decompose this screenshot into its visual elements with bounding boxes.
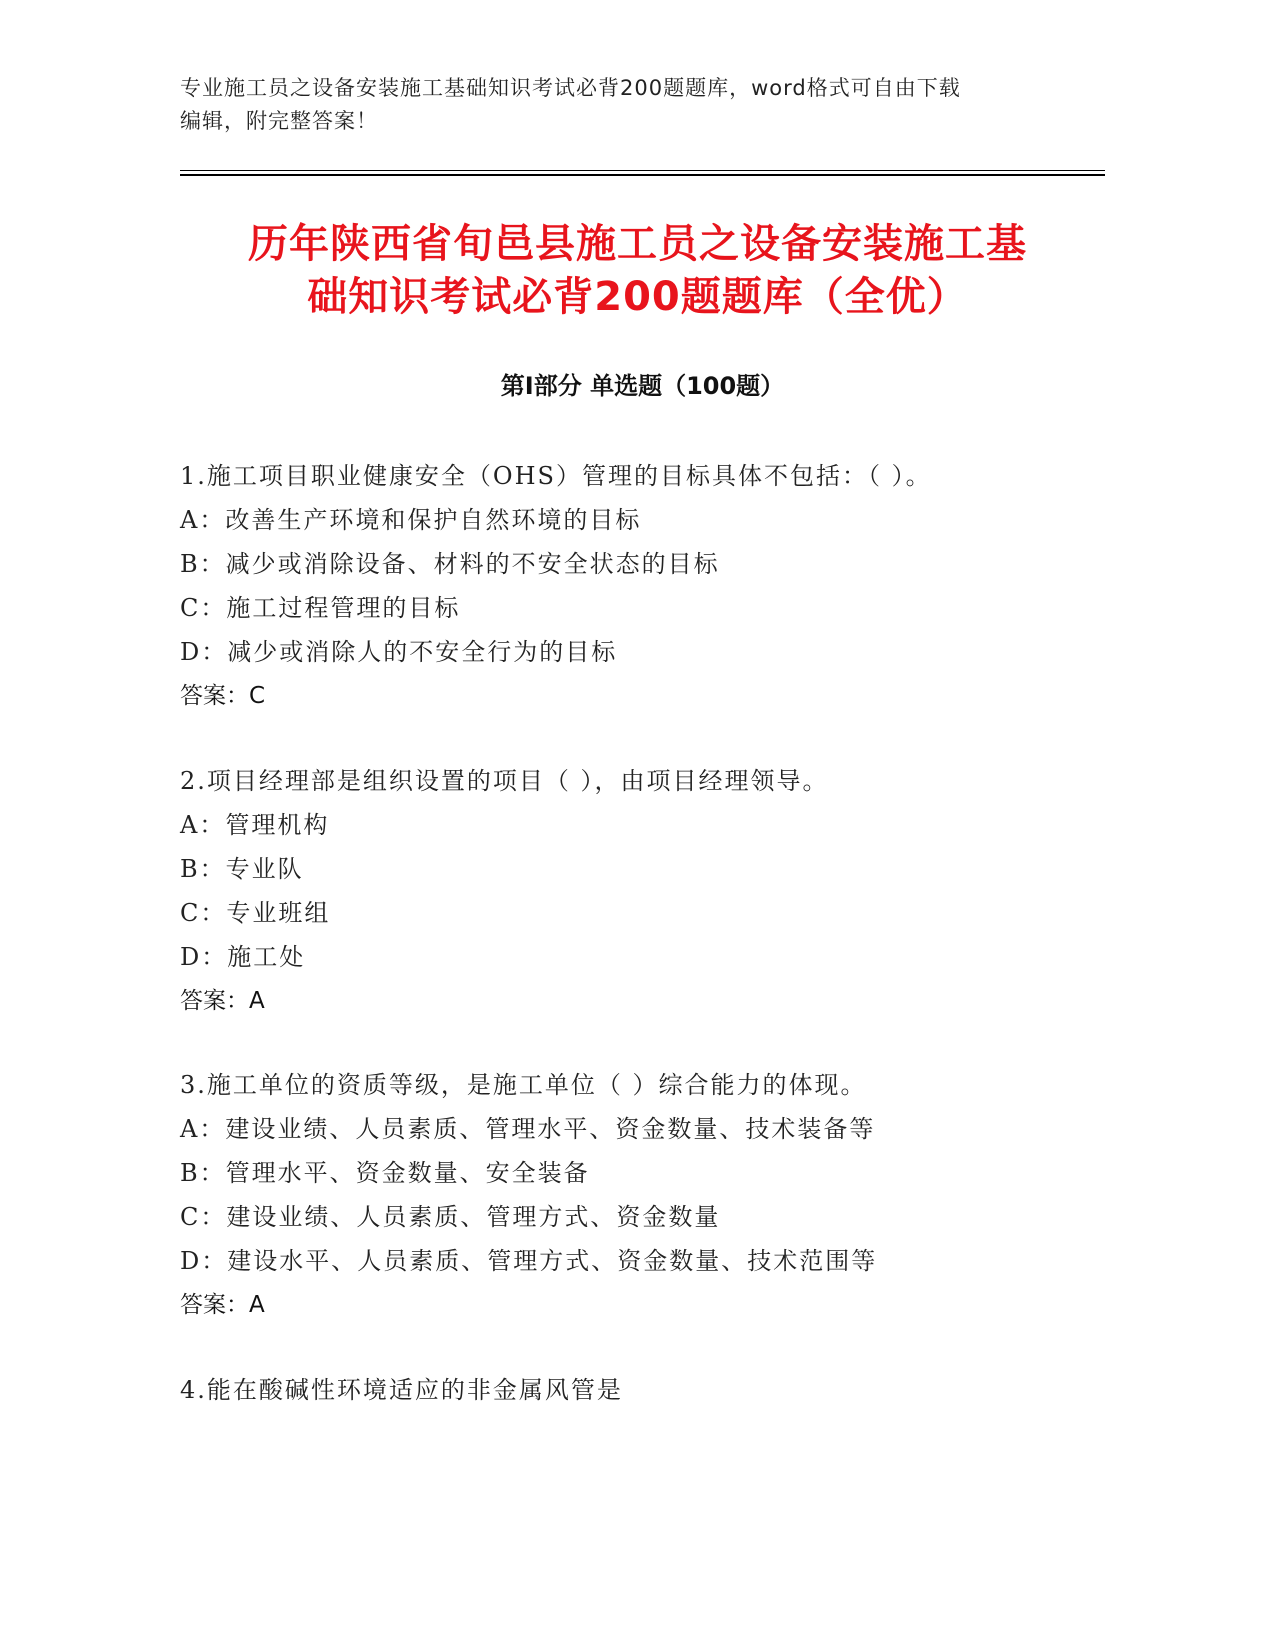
question-stem: 1.施工项目职业健康安全（OHS）管理的目标具体不包括：（ ）。 xyxy=(180,462,932,490)
question-3 xyxy=(180,1063,1105,1327)
option-c: C：专业班组 xyxy=(180,899,331,927)
section-heading: 第Ⅰ部分 单选题（100题） xyxy=(500,372,785,400)
header-note-line-1: 专业施工员之设备安装施工基础知识考试必背200题题库，word格式可自由下载 xyxy=(180,76,961,100)
option-d: D：建设水平、人员素质、管理方式、资金数量、技术范围等 xyxy=(180,1247,878,1275)
answer: 答案：C xyxy=(180,683,266,709)
option-a: A：改善生产环境和保护自然环境的目标 xyxy=(180,506,642,534)
question-2 xyxy=(180,759,1105,1023)
document-title-line-1: 历年陕西省旬邑县施工员之设备安装施工基 xyxy=(248,221,1027,267)
document-title-line-2: 础知识考试必背200题题库（全优） xyxy=(307,274,968,320)
option-d: D：减少或消除人的不安全行为的目标 xyxy=(180,638,618,666)
header-rule-thick xyxy=(180,174,1105,176)
option-c: C：建设业绩、人员素质、管理方式、资金数量 xyxy=(180,1203,721,1231)
answer: 答案：A xyxy=(180,988,265,1014)
question-1 xyxy=(180,454,1105,718)
header-note-line-2: 编辑，附完整答案！ xyxy=(180,109,378,133)
option-a: A：管理机构 xyxy=(180,811,330,839)
option-a: A：建设业绩、人员素质、管理水平、资金数量、技术装备等 xyxy=(180,1115,876,1143)
option-b: B：专业队 xyxy=(180,855,304,883)
option-b: B：减少或消除设备、材料的不安全状态的目标 xyxy=(180,550,720,578)
question-stem: 2.项目经理部是组织设置的项目（ ），由项目经理领导。 xyxy=(180,767,829,795)
answer: 答案：A xyxy=(180,1292,265,1318)
question-stem: 4.能在酸碱性环境适应的非金属风管是 xyxy=(180,1376,623,1404)
header-rule-thin xyxy=(180,170,1105,171)
document-title xyxy=(150,218,1125,324)
option-c: C：施工过程管理的目标 xyxy=(180,594,461,622)
header-note xyxy=(180,72,1060,138)
option-d: D：施工处 xyxy=(180,943,306,971)
option-b: B：管理水平、资金数量、安全装备 xyxy=(180,1159,590,1187)
question-stem: 3.施工单位的资质等级，是施工单位（ ）综合能力的体现。 xyxy=(180,1071,867,1099)
question-4 xyxy=(180,1368,1105,1412)
